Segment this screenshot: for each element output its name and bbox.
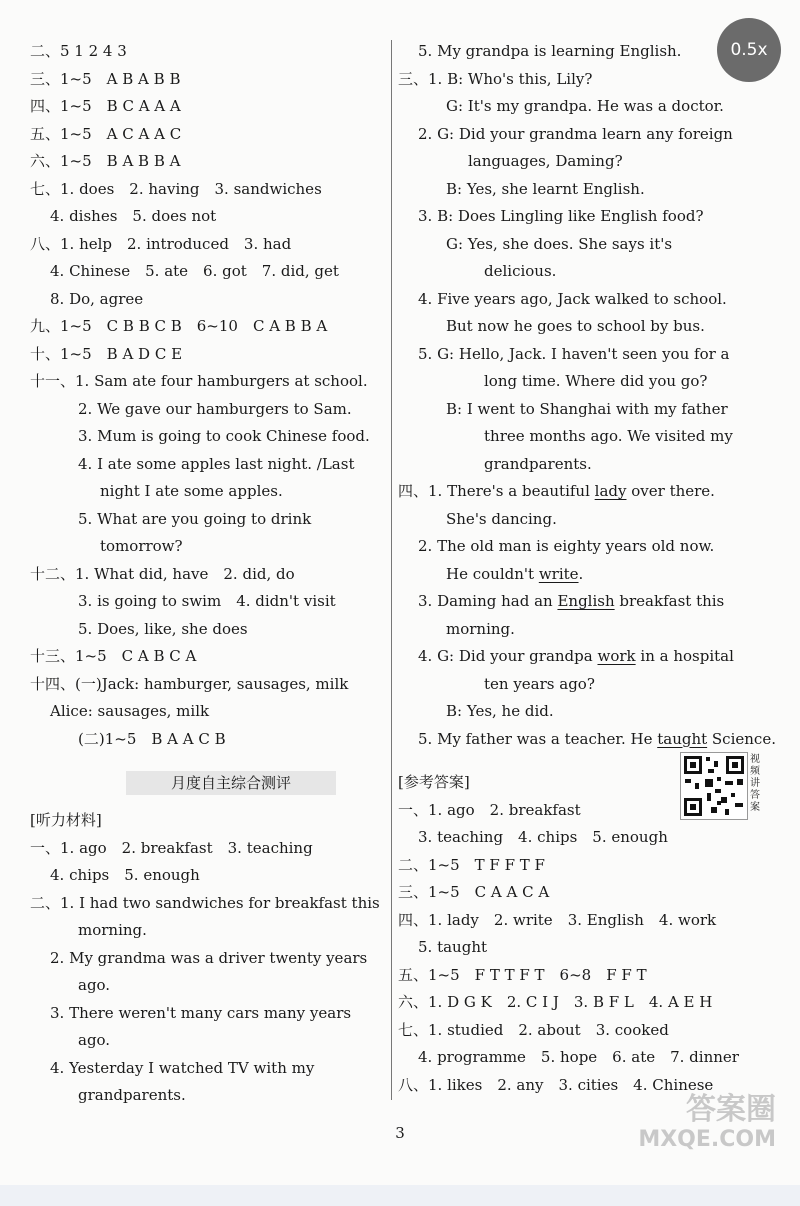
transcript-line (398, 38, 770, 66)
transcript-line (398, 341, 770, 369)
answer-line: night I ate some apples. (100, 482, 283, 500)
underlined-word: English (557, 592, 615, 610)
qr-code-label: 视频讲答案 (750, 754, 760, 813)
underlined-word: write (538, 564, 579, 583)
underlined-word: work (597, 647, 636, 665)
answer-line: ago. (78, 1031, 111, 1049)
transcript-line (398, 698, 770, 726)
answer-line: 4. Chinese 5. ate 6. got 7. did, get (50, 262, 339, 280)
text-segment: G: Yes, she does. She says it's (446, 234, 673, 253)
answer-line: 八、1. help 2. introduced 3. had (30, 234, 292, 253)
answer-line: 五、1~5 A C A A C (30, 124, 182, 143)
answer-line: 一、1. ago 2. breakfast (398, 800, 581, 819)
underlined-word: lady (594, 482, 627, 500)
transcript-line (398, 451, 770, 479)
answer-line: 七、1. studied 2. about 3. cooked (398, 1020, 669, 1039)
underlined-word: taught (657, 729, 708, 748)
text-segment: three months ago. We visited my (484, 427, 733, 445)
answer-line: 十四、(一)Jack: hamburger, sausages, milk (30, 674, 349, 693)
answer-line: ago. (78, 976, 111, 994)
answer-line: 七、1. does 2. having 3. sandwiches (30, 179, 322, 198)
transcript-line (398, 643, 770, 671)
answer-line: 3. is going to swim 4. didn't visit (78, 592, 336, 610)
answer-line: 3. teaching 4. chips 5. enough (418, 828, 668, 846)
listening-material-list (30, 835, 392, 1110)
watermark-text-en: MXQE.COM (638, 1127, 776, 1152)
answer-line: grandparents. (78, 1086, 186, 1104)
answer-line: 九、1~5 C B B C B 6~10 C A B B A (30, 317, 328, 335)
answer-line: 一、1. ago 2. breakfast 3. teaching (30, 838, 313, 857)
qr-code[interactable] (680, 752, 748, 820)
text-segment: 四、1. There's a beautiful (398, 482, 595, 500)
text-segment: 5. My father was a teacher. He (418, 729, 658, 748)
text-segment: languages, Daming? (468, 152, 623, 170)
answers-heading: [参考答案] (398, 773, 470, 791)
answer-line: 四、1~5 B C A A A (30, 97, 181, 115)
reference-answer-list (398, 797, 770, 1100)
answer-line: 4. programme 5. hope 6. ate 7. dinner (418, 1048, 739, 1066)
transcript-line (398, 533, 770, 561)
answer-line: 三、1~5 A B A B B (30, 69, 181, 88)
text-segment: B: Yes, she learnt English. (446, 179, 645, 198)
answer-line: 六、1. D G K 2. C I J 3. B F L 4. A E H (398, 993, 713, 1011)
text-segment: 4. G: Did your grandpa (418, 647, 598, 665)
transcript-line (398, 616, 770, 644)
transcript-line (398, 66, 770, 94)
text-segment: over there. (626, 482, 715, 500)
watermark-text-cn: 答案圈 (686, 1092, 776, 1127)
transcript-line (398, 176, 770, 204)
text-segment: B: I went to Shanghai with my father (446, 399, 728, 418)
listening-heading: [听力材料] (30, 811, 102, 829)
text-segment: . (578, 564, 584, 583)
answer-line: 2. My grandma was a driver twenty years (50, 948, 368, 967)
transcript-line (398, 478, 770, 506)
transcript-line (398, 423, 770, 451)
transcript-line (398, 231, 770, 259)
answer-line: 5. What are you going to drink (78, 509, 312, 528)
right-column (398, 38, 776, 1099)
transcript-line (398, 93, 770, 121)
transcript-line (398, 561, 770, 589)
answer-line: 十二、1. What did, have 2. did, do (30, 564, 295, 583)
transcript-line (398, 203, 770, 231)
answer-line: 4. chips 5. enough (50, 866, 200, 884)
text-segment: delicious. (484, 262, 557, 280)
answer-line: 5. Does, like, she does (78, 619, 248, 638)
listening-material-continued (398, 38, 776, 753)
text-segment: He couldn't (446, 564, 539, 583)
answer-line: 3. There weren't many cars many years (50, 1003, 352, 1022)
text-segment: 2. The old man is eighty years old now. (418, 537, 715, 555)
transcript-line (398, 121, 770, 149)
text-segment: 3. B: Does Lingling like English food? (418, 207, 704, 225)
text-segment: 5. My grandpa is learning English. (418, 42, 682, 60)
text-segment: 2. G: Did your grandma learn any foreign (418, 124, 733, 143)
transcript-line (398, 258, 770, 286)
answer-line: 三、1~5 C A A C A (398, 883, 550, 901)
text-segment: 三、1. B: Who's this, Lily? (398, 69, 593, 88)
answer-line: 五、1~5 F T T F T 6~8 F F T (398, 965, 647, 984)
answer-line: 八、1. likes 2. any 3. cities 4. Chinese (398, 1075, 714, 1094)
answer-line: Alice: sausages, milk (50, 702, 210, 720)
text-segment: 4. Five years ago, Jack walked to school. (418, 289, 727, 308)
answer-line: 十三、1~5 C A B C A (30, 647, 197, 665)
text-segment: breakfast this (614, 592, 725, 610)
transcript-line (398, 148, 770, 176)
answer-line: 六、1~5 B A B B A (30, 152, 181, 170)
answer-line: 4. Yesterday I watched TV with my (50, 1058, 315, 1077)
answer-line: 4. dishes 5. does not (50, 207, 217, 225)
transcript-line (398, 368, 770, 396)
answer-line: 5. taught (418, 938, 488, 956)
text-segment: ten years ago? (484, 674, 595, 693)
watermark-logo (606, 1093, 776, 1157)
text-segment: in a hospital (635, 647, 734, 665)
qr-code-icon (681, 753, 747, 819)
text-segment: B: Yes, he did. (446, 702, 554, 720)
transcript-line (398, 286, 770, 314)
answer-line: morning. (78, 921, 147, 939)
answer-line: 四、1. lady 2. write 3. English 4. work (398, 910, 717, 929)
transcript-line (398, 726, 776, 754)
transcript-line (398, 671, 770, 699)
answer-line: 3. Mum is going to cook Chinese food. (78, 427, 370, 445)
text-segment: grandparents. (484, 454, 592, 473)
page-number: 3 (395, 1124, 405, 1142)
transcript-line (398, 313, 770, 341)
text-segment: G: It's my grandpa. He was a doctor. (446, 97, 724, 115)
text-segment: But now he goes to school by bus. (446, 317, 705, 335)
transcript-line (398, 588, 770, 616)
left-column (30, 38, 392, 1110)
text-segment: She's dancing. (446, 509, 557, 528)
left-answer-list (30, 38, 392, 753)
transcript-line (398, 396, 770, 424)
text-segment: 5. G: Hello, Jack. I haven't seen you for a (418, 344, 730, 363)
answer-line: 十一、1. Sam ate four hamburgers at school. (30, 372, 368, 390)
playback-speed-button[interactable]: 0.5x (717, 18, 781, 82)
answer-line: 2. We gave our hamburgers to Sam. (78, 399, 352, 418)
answer-line: 8. Do, agree (50, 289, 144, 308)
answer-line: 4. I ate some apples last night. /Last (78, 454, 355, 473)
answer-line: tomorrow? (100, 537, 183, 555)
answer-line: 二、1. I had two sandwiches for breakfast this (30, 893, 380, 912)
text-segment: Science. (707, 729, 776, 748)
transcript-line (398, 506, 770, 534)
text-segment: morning. (446, 619, 515, 638)
answer-line: 十、1~5 B A D C E (30, 344, 183, 363)
answer-line: (二)1~5 B A A C B (78, 729, 226, 748)
answer-line: 二、5 1 2 4 3 (30, 42, 127, 60)
section-title: 月度自主综合测评 (126, 771, 336, 795)
answer-line: 二、1~5 T F F T F (398, 855, 545, 874)
text-segment: long time. Where did you go? (484, 372, 708, 390)
text-segment: 3. Daming had an (418, 592, 558, 610)
